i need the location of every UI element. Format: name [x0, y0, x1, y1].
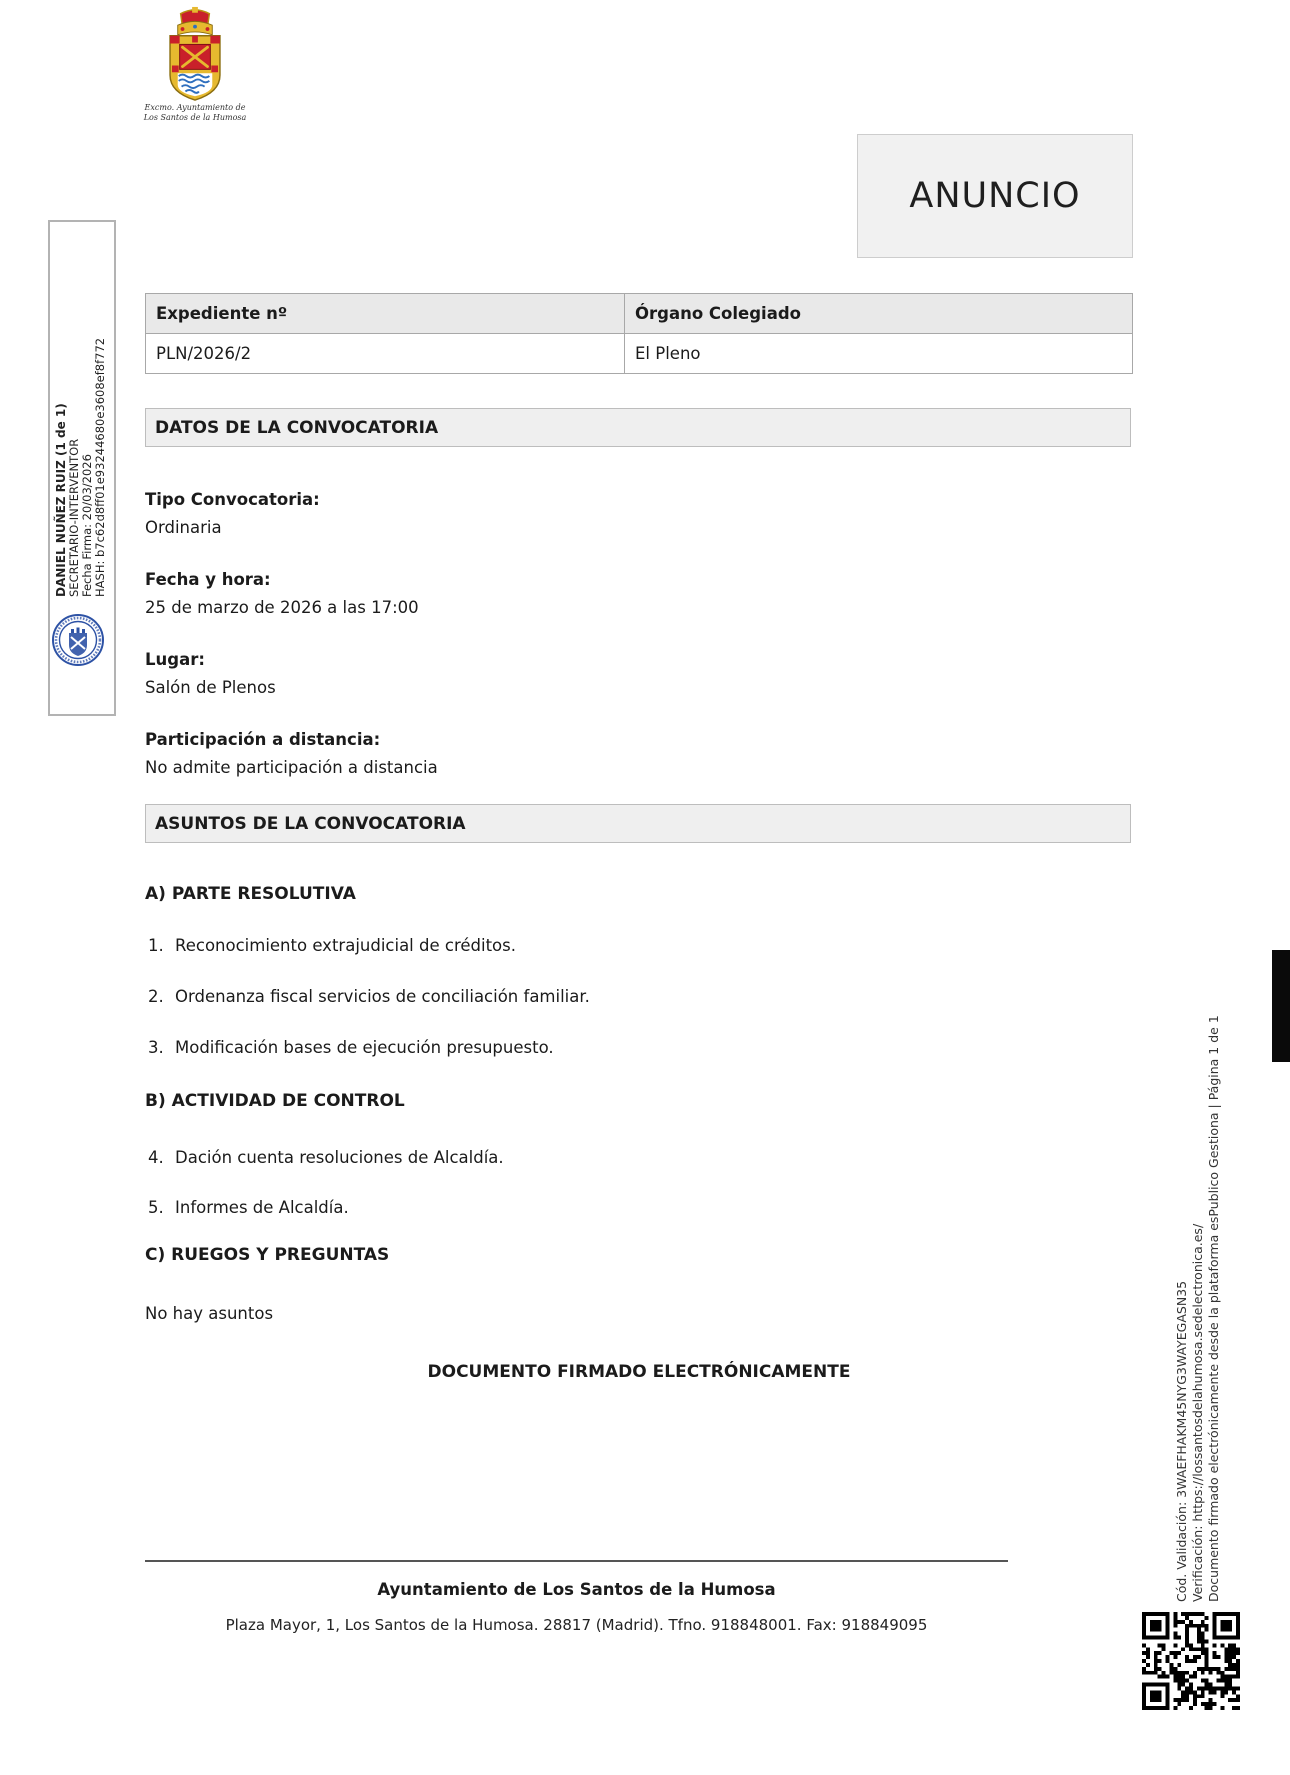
qr-code	[1142, 1612, 1240, 1710]
field-label: Participación a distancia:	[145, 730, 381, 749]
validation-margin-text	[1174, 1015, 1222, 1602]
field-label: Lugar:	[145, 650, 205, 669]
section-bar-asuntos	[145, 804, 1131, 843]
item-text: Modificación bases de ejecución presupuesto.	[175, 1038, 554, 1057]
announcement-title: ANUNCIO	[909, 176, 1081, 216]
crest-caption	[122, 103, 268, 122]
crest-caption-line1: Excmo. Ayuntamiento de	[144, 103, 246, 112]
item-number: 5.	[148, 1198, 164, 1217]
section-bar-asuntos-label: ASUNTOS DE LA CONVOCATORIA	[155, 813, 466, 834]
field-value: No admite participación a distancia	[145, 758, 438, 777]
item-text: Ordenanza fiscal servicios de conciliación familiar.	[175, 987, 590, 1006]
item-text: Reconocimiento extrajudicial de créditos.	[175, 936, 516, 955]
table-header-row	[146, 294, 1133, 334]
signature-hash: HASH: b7c62d8ff01e93244680e3608ef8f772	[93, 337, 107, 597]
announcement-title-box	[857, 134, 1133, 258]
municipal-coat-of-arms-icon	[156, 6, 234, 102]
municipal-seal-stamp-icon	[51, 613, 105, 667]
validation-code: Cód. Validación: 3WAEFHAKM45NYG3WAYEGASN35	[1174, 1280, 1189, 1602]
item-number: 1.	[148, 936, 164, 955]
field-value: Salón de Plenos	[145, 678, 276, 697]
field-fecha-hora	[145, 566, 419, 622]
item-text: Dación cuenta resoluciones de Alcaldía.	[175, 1148, 504, 1167]
agenda-heading-c: C) RUEGOS Y PREGUNTAS	[145, 1245, 390, 1265]
agenda-item-1	[148, 936, 516, 955]
scan-artifact	[1272, 950, 1290, 1062]
no-items-note: No hay asuntos	[145, 1304, 274, 1323]
header-expediente: Expediente nº	[146, 294, 625, 334]
table-data-row	[146, 334, 1133, 374]
item-text: Informes de Alcaldía.	[175, 1198, 349, 1217]
field-label: Tipo Convocatoria:	[145, 490, 320, 509]
section-bar-datos-label: DATOS DE LA CONVOCATORIA	[155, 417, 439, 438]
footer-divider	[145, 1560, 1008, 1562]
expediente-table	[145, 293, 1133, 374]
cell-expediente-value: PLN/2026/2	[146, 334, 625, 374]
signature-margin-text	[55, 338, 107, 597]
verification-url: Verificación: https://lossantosdelahumosa.sedelectronica.es/	[1190, 1223, 1205, 1602]
signer-role: SECRETARIO-INTERVENTOR	[67, 438, 81, 597]
field-tipo-convocatoria	[145, 486, 320, 542]
platform-note: Documento firmado electrónicamente desde la plataforma esPublico Gestiona | Página 1 de 1	[1206, 1015, 1221, 1602]
cell-organo-value: El Pleno	[625, 334, 1133, 374]
agenda-heading-a: A) PARTE RESOLUTIVA	[145, 884, 356, 904]
item-number: 3.	[148, 1038, 164, 1057]
signer-name: DANIEL NUÑEZ RUIZ (1 de 1)	[54, 403, 68, 597]
footer-organization: Ayuntamiento de Los Santos de la Humosa	[377, 1580, 776, 1599]
item-number: 2.	[148, 987, 164, 1006]
agenda-item-4	[148, 1148, 504, 1167]
section-bar-datos	[145, 408, 1131, 447]
field-label: Fecha y hora:	[145, 570, 271, 589]
field-value: 25 de marzo de 2026 a las 17:00	[145, 598, 419, 617]
header-organo: Órgano Colegiado	[625, 294, 1133, 334]
footer-address: Plaza Mayor, 1, Los Santos de la Humosa. 28817 (Madrid). Tfno. 918848001. Fax: 918849095	[225, 1616, 928, 1634]
agenda-heading-b: B) ACTIVIDAD DE CONTROL	[145, 1091, 405, 1111]
field-value: Ordinaria	[145, 518, 222, 537]
field-lugar	[145, 646, 276, 702]
agenda-item-5	[148, 1198, 349, 1217]
item-number: 4.	[148, 1148, 164, 1167]
electronically-signed-statement: DOCUMENTO FIRMADO ELECTRÓNICAMENTE	[427, 1362, 851, 1382]
agenda-item-2	[148, 987, 590, 1006]
signature-date: Fecha Firma: 20/03/2026	[80, 454, 94, 597]
crest-caption-line2: Los Santos de la Humosa	[143, 112, 247, 122]
agenda-item-3	[148, 1038, 554, 1057]
field-participacion	[145, 726, 438, 782]
